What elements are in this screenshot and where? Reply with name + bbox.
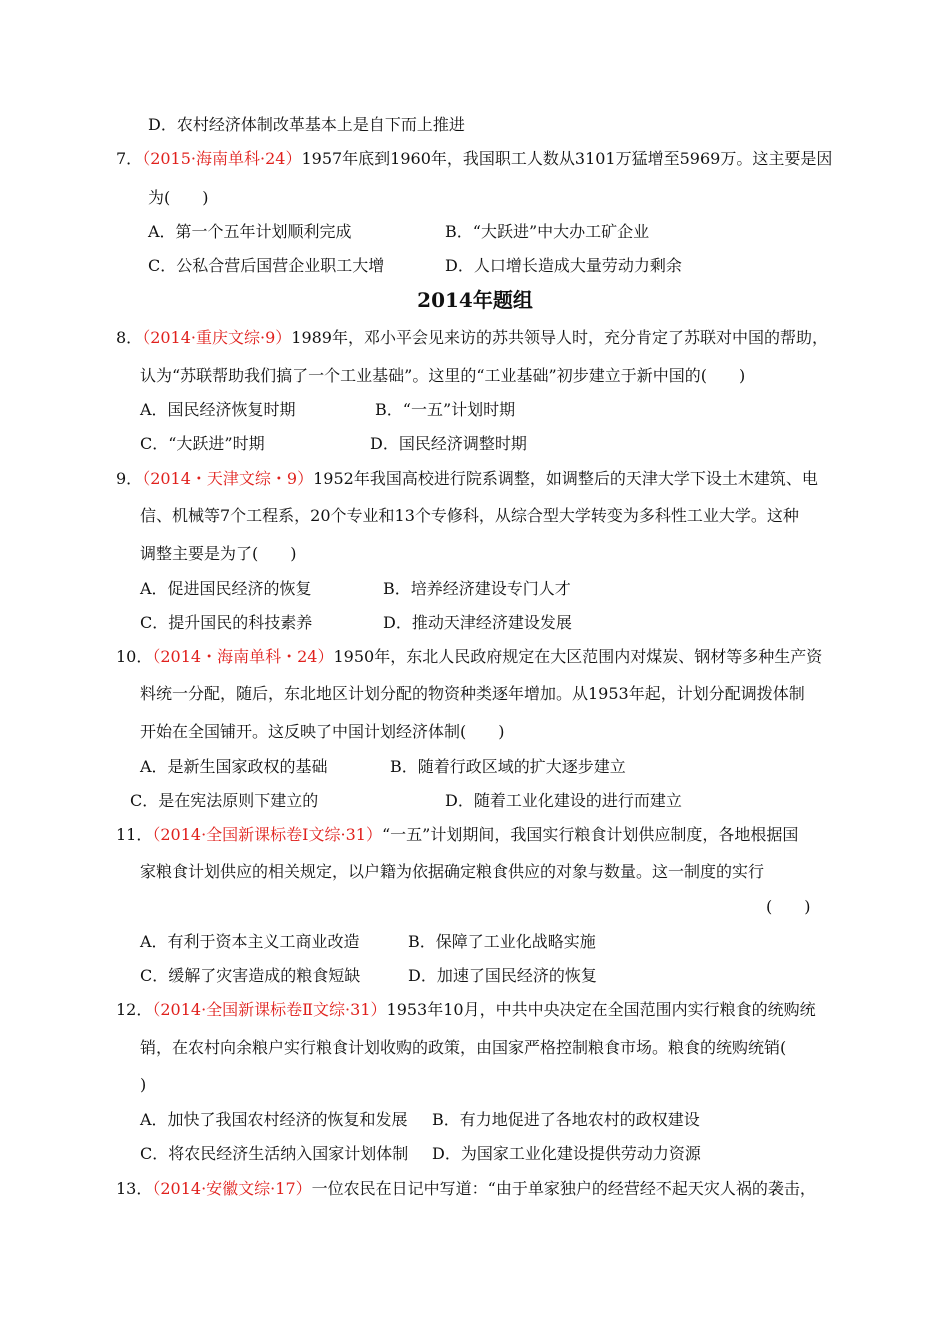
question-number: 10． — [116, 647, 153, 666]
question-text: 1953年10月，中共中央决定在全国范围内实行粮食的统购统 — [386, 1000, 816, 1019]
question-text: 一位农民在日记中写道：“由于单家独户的经营经不起天灾人祸的袭击， — [311, 1179, 816, 1198]
question-7-text-cont: 为( ) — [148, 188, 209, 207]
question-number: 7． — [116, 149, 143, 168]
question-source: （2014·重庆文综·9） — [142, 328, 292, 347]
question-7 — [116, 149, 832, 169]
question-number: 13． — [116, 1179, 153, 1198]
q12-option-b: B．有力地促进了各地农村的政权建设 — [432, 1110, 700, 1129]
question-10 — [116, 647, 822, 667]
question-13 — [116, 1179, 816, 1199]
q7-option-a: A．第一个五年计划顺利完成 — [148, 222, 352, 241]
question-source: （2014·全国新课标卷Ⅱ文综·31） — [152, 1000, 387, 1019]
question-source: （2015·海南单科·24） — [142, 149, 302, 168]
question-10-text-cont: 料统一分配，随后，东北地区计划分配的物资种类逐年增加。从1953年起，计划分配调拨体制 — [140, 684, 805, 703]
question-text: 1952年我国高校进行院系调整，如调整后的天津大学下设土木建筑、电 — [313, 469, 818, 488]
question-8 — [116, 328, 828, 348]
q8-option-d: D．国民经济调整时期 — [370, 434, 527, 453]
q12-option-c: C．将农民经济生活纳入国家计划体制 — [140, 1144, 409, 1163]
question-source: （2014・天津文综・9） — [142, 469, 314, 488]
question-number: 11． — [116, 825, 153, 844]
q9-option-c: C．提升国民的科技素养 — [140, 613, 313, 632]
q8-option-b: B．“一五”计划时期 — [375, 400, 516, 419]
question-number: 9． — [116, 469, 143, 488]
question-12-text-cont: 销，在农村向余粮户实行粮食计划收购的政策，由国家严格控制粮食市场。粮食的统购统销( — [140, 1038, 787, 1057]
q10-option-c: C．是在宪法原则下建立的 — [130, 791, 319, 810]
question-11 — [116, 825, 798, 845]
question-9-text-cont: 信、机械等7个工程系，20个专业和13个专修科，从综合型大学转变为多科性工业大学。这种 — [140, 506, 799, 525]
q9-option-d: D．推动天津经济建设发展 — [383, 613, 572, 632]
question-text: 1950年，东北人民政府规定在大区范围内对煤炭、钢材等多种生产资 — [333, 647, 823, 666]
q11-option-a: A．有利于资本主义工商业改造 — [140, 932, 360, 951]
q11-option-d: D．加速了国民经济的恢复 — [408, 966, 597, 985]
question-number: 12． — [116, 1000, 153, 1019]
q11-option-c: C．缓解了灾害造成的粮食短缺 — [140, 966, 361, 985]
q10-option-d: D．随着工业化建设的进行而建立 — [445, 791, 682, 810]
question-number: 8． — [116, 328, 143, 347]
q10-option-b: B．随着行政区域的扩大逐步建立 — [390, 757, 626, 776]
question-text: 1989年，邓小平会见来访的苏共领导人时，充分肯定了苏联对中国的帮助， — [291, 328, 828, 347]
q7-option-c: C．公私合营后国营企业职工大增 — [148, 256, 385, 275]
question-source: （2014·安徽文综·17） — [152, 1179, 312, 1198]
q6-option-d: D．农村经济体制改革基本上是自下而上推进 — [148, 115, 465, 134]
q8-option-c: C．“大跃进”时期 — [140, 434, 265, 453]
question-12-text-cont2: ) — [140, 1075, 147, 1094]
q12-option-d: D．为国家工业化建设提供劳动力资源 — [432, 1144, 701, 1163]
q9-option-b: B．培养经济建设专门人才 — [383, 579, 571, 598]
question-8-text-cont: 认为“苏联帮助我们搞了一个工业基础”。这里的“工业基础”初步建立于新中国的( ) — [140, 366, 746, 385]
question-11-text-cont: 家粮食计划供应的相关规定，以户籍为依据确定粮食供应的对象与数量。这一制度的实行 — [140, 862, 765, 881]
question-9 — [116, 469, 818, 489]
q9-option-a: A．促进国民经济的恢复 — [140, 579, 312, 598]
question-10-text-cont2: 开始在全国铺开。这反映了中国计划经济体制( ) — [140, 722, 505, 741]
question-9-text-cont2: 调整主要是为了( ) — [140, 544, 297, 563]
question-source: （2014・海南单科・24） — [152, 647, 334, 666]
q12-option-a: A．加快了我国农村经济的恢复和发展 — [140, 1110, 408, 1129]
question-text: 1957年底到1960年，我国职工人数从3101万猛增至5969万。这主要是因 — [301, 149, 833, 168]
question-text: “一五”计划期间，我国实行粮食计划供应制度，各地根据国 — [381, 825, 799, 844]
question-source: （2014·全国新课标卷Ⅰ文综·31） — [152, 825, 382, 844]
q7-option-b: B．“大跃进”中大办工矿企业 — [445, 222, 650, 241]
section-title: 2014年题组 — [417, 288, 533, 312]
q7-option-d: D．人口增长造成大量劳动力剩余 — [445, 256, 682, 275]
q8-option-a: A．国民经济恢复时期 — [140, 400, 296, 419]
question-12 — [116, 1000, 816, 1020]
q11-option-b: B．保障了工业化战略实施 — [408, 932, 596, 951]
answer-bracket: ( ) — [766, 897, 811, 916]
q10-option-a: A．是新生国家政权的基础 — [140, 757, 328, 776]
